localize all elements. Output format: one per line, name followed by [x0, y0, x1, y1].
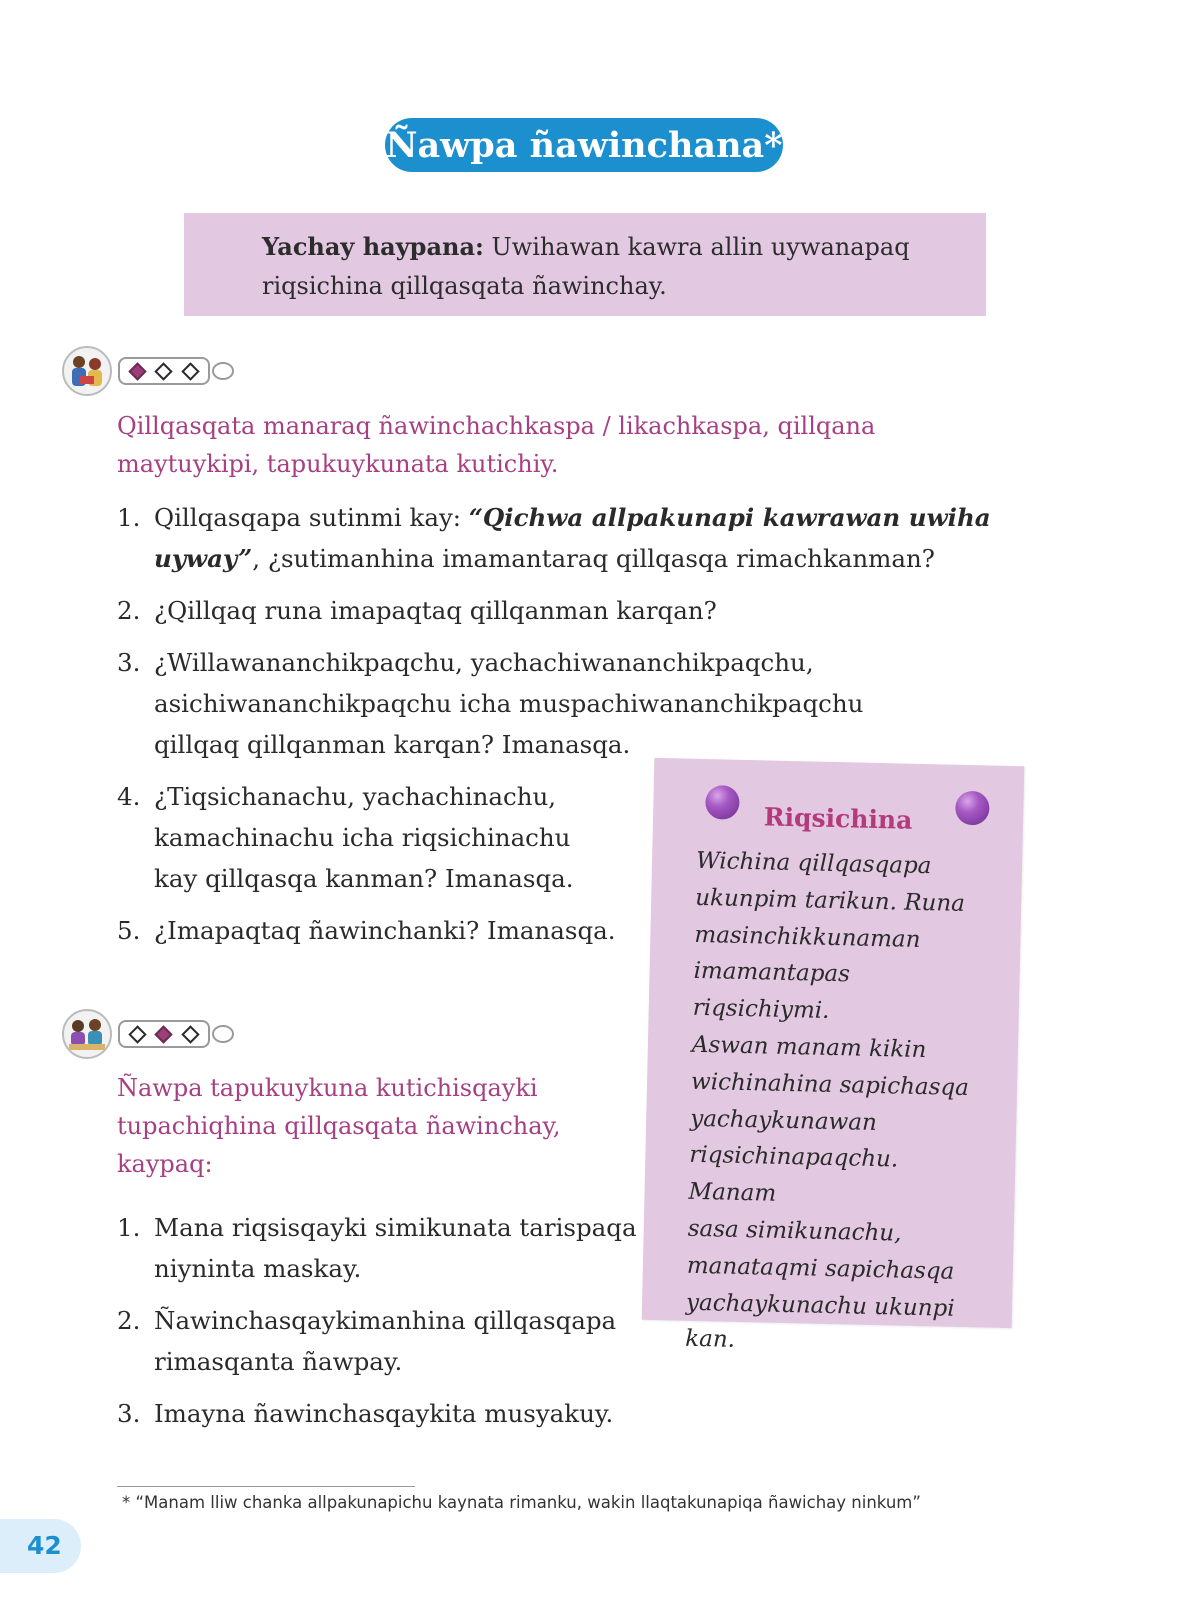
note-line: manataqmi sapichasqa	[686, 1252, 955, 1285]
diamond-empty-icon	[155, 362, 173, 380]
note-line: kan.	[684, 1326, 736, 1354]
note-line: sasa simikunachu,	[687, 1215, 902, 1247]
learning-goal-body: Uwihawan kawra allin uywanapaq riqsichina qillqasqata ñawinchay.	[262, 233, 910, 300]
note-line: yachaykunawan	[689, 1105, 878, 1136]
diamond-filled-icon	[128, 362, 146, 380]
footnote: * “Manam lliw chanka allpakunapichu kaynata rimanku, wakin llaqtakunapiqa ñawichay ninkum”	[122, 1493, 921, 1512]
item-text: ¿Imapaqtaq ñawinchanki? Imanasqa.	[154, 916, 616, 945]
item-number: 2.	[117, 1306, 141, 1335]
note-line: wichinahina sapichasqa	[690, 1068, 970, 1101]
note-line: masinchikkunaman	[694, 921, 921, 953]
list-item	[117, 590, 1017, 631]
item-text: Ñawinchasqaykimanhina qillqasqapa rimasqanta ñawpay.	[154, 1306, 617, 1376]
level-tag-1	[118, 357, 210, 385]
item-text: ¿Willawananchikpaqchu, yachachiwananchikpaqchu, asichiwananchikpaqchu icha muspachiwananchikpaqchu qillqaq qillqanman karqan? Imanasqa.	[154, 648, 864, 759]
level-tag-2	[118, 1020, 210, 1048]
page-title: Ñawpa ñawinchana*	[385, 118, 783, 172]
diamond-empty-icon	[181, 1025, 199, 1043]
learning-goal-text	[262, 227, 962, 306]
item-number: 4.	[117, 782, 141, 811]
diamond-empty-icon	[128, 1025, 146, 1043]
reading-steps-list	[117, 1207, 637, 1434]
section2-instruction: Ñawpa tapukuykuna kutichisqayki tupachiqhina qillqasqata ñawinchay, kaypaq:	[117, 1074, 561, 1178]
item-number: 3.	[117, 1399, 141, 1428]
item-number: 1.	[117, 1213, 141, 1242]
page-number: 42	[27, 1531, 62, 1560]
note-line: imamantapas riqsichiymi.	[692, 958, 851, 1025]
activity-marker-2	[62, 1009, 234, 1059]
item-text: , ¿sutimanhina imamantaraq qillqasqa rimachkanman?	[252, 544, 935, 573]
footnote-divider	[117, 1486, 415, 1487]
list-item	[117, 1300, 637, 1382]
note-line: yachaykunachu ukunpi	[685, 1289, 955, 1322]
item-number: 3.	[117, 648, 141, 677]
item-text: ¿Qillqaq runa imapaqtaq qillqanman karqan?	[154, 596, 717, 625]
item-number: 2.	[117, 596, 141, 625]
note-line: riqsichinapaqchu. Manam	[688, 1142, 899, 1207]
children-writing-icon	[62, 1009, 112, 1059]
activity-marker-1	[62, 346, 234, 396]
diamond-filled-icon	[155, 1025, 173, 1043]
tag-ring-icon	[212, 1025, 234, 1043]
children-reading-icon	[62, 346, 112, 396]
list-item	[117, 1207, 637, 1289]
page-number-tab	[0, 1519, 81, 1573]
item-text: Qillqasqapa sutinmi kay:	[154, 503, 469, 532]
tag-ring-icon	[212, 362, 234, 380]
item-text: Imayna ñawinchasqaykita musyakuy.	[154, 1399, 614, 1428]
list-item	[117, 776, 602, 899]
diamond-empty-icon	[181, 362, 199, 380]
item-text: ¿Tiqsichanachu, yachachinachu, kamachinachu icha riqsichinachu kay qillqasqa kanman? Imanasqa.	[154, 782, 574, 893]
list-item	[117, 642, 944, 765]
learning-goal-box	[184, 213, 986, 316]
note-line: ukunpim tarikun. Runa	[694, 884, 966, 917]
section1-instruction: Qillqasqata manaraq ñawinchachkaspa / likachkaspa, qillqana maytuykipi, tapukuykunata kutichiy.	[117, 412, 876, 478]
sticky-note	[642, 758, 1025, 1354]
note-line: Aswan manam kikin	[691, 1031, 927, 1064]
item-number: 5.	[117, 916, 141, 945]
note-body	[685, 843, 997, 1365]
list-item	[117, 1393, 637, 1434]
item-emphasis: “Qichwa allpakunapi kawrawan uwiha uyway”	[154, 503, 991, 573]
learning-goal-label: Yachay haypana:	[262, 232, 484, 261]
item-number: 1.	[117, 503, 141, 532]
note-line: Wichina qillqasqapa	[695, 847, 932, 880]
note-title: Riqsichina	[763, 802, 913, 835]
item-text: Mana riqsisqayki simikunata tarispaqa niyninta maskay.	[154, 1213, 637, 1283]
list-item	[117, 497, 1017, 579]
